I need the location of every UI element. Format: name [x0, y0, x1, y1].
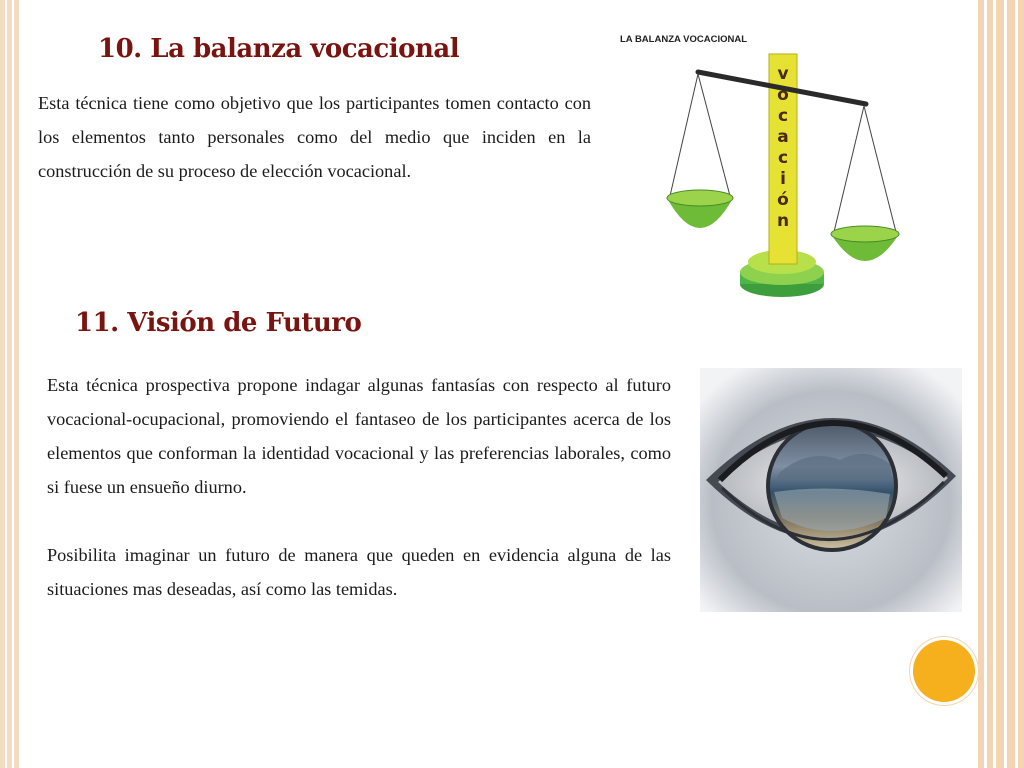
orange-circle-decoration — [913, 640, 975, 702]
left-border-decoration — [0, 0, 22, 768]
pillar-letter: ó — [777, 190, 789, 210]
scale-image-caption: LA BALANZA VOCACIONAL — [620, 34, 748, 45]
section-10-title: 10. La balanza vocacional — [98, 34, 460, 64]
pillar-letter: n — [776, 211, 790, 231]
section-11-body-1: Esta técnica prospectiva propone indagar algunas fantasías con respecto al futuro vocacional-ocupacional, promoviendo el fantaseo de los participantes acerca de los elementos que conforman la identidad vocacional y las preferencias laborales, como si fuese un ensueño diurno. — [47, 375, 671, 497]
scale-pillar-letters — [769, 64, 797, 232]
pillar-letter: c — [777, 148, 789, 168]
section-10-body: Esta técnica tiene como objetivo que los participantes tomen contacto con los elementos tanto personales como del medio que inciden en la construcción de su proceso de elección vocacional. — [38, 93, 591, 181]
section-11-body-2: Posibilita imaginar un futuro de manera que queden en evidencia alguna de las situaciones mas deseadas, así como las temidas. — [47, 545, 671, 599]
vocational-scale-image — [612, 26, 908, 308]
pillar-letter: i — [780, 169, 786, 189]
pillar-letter: v — [777, 64, 789, 84]
right-border-decoration — [976, 0, 1024, 768]
eye-image — [700, 368, 962, 612]
section-11-title: 11. Visión de Futuro — [75, 308, 362, 338]
scale-icon — [612, 26, 908, 308]
pillar-letter: o — [777, 85, 789, 105]
eye-icon — [700, 368, 962, 612]
pillar-letter: c — [777, 106, 789, 126]
pillar-letter: a — [777, 127, 789, 147]
